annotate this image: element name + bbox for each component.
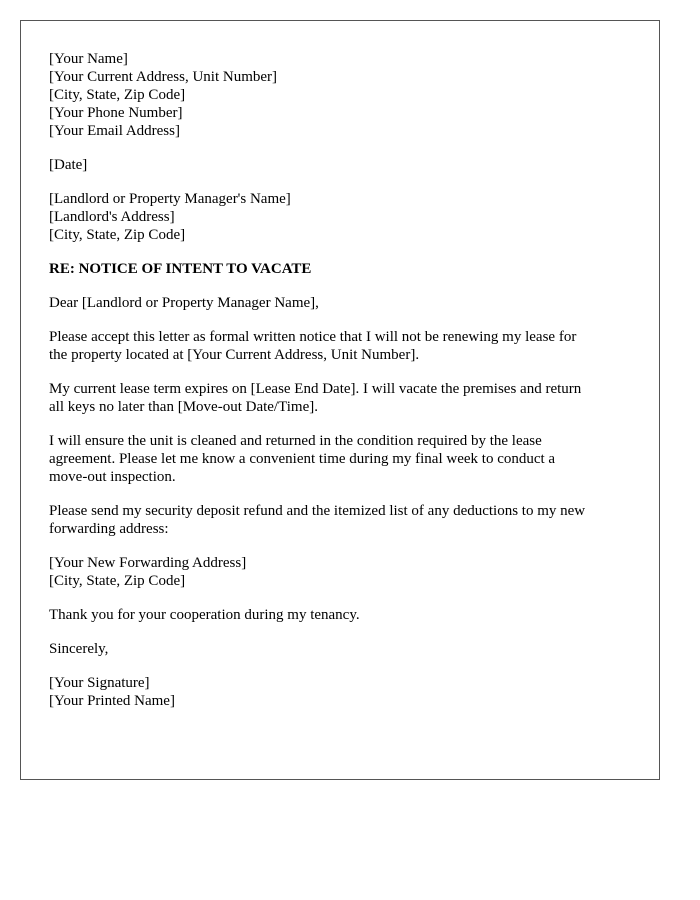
recipient-block [49, 190, 639, 244]
paragraph-line: My current lease term expires on [Lease End Date]. I will vacate the premises and return [49, 381, 582, 397]
recipient-name: [Landlord or Property Manager's Name] [49, 191, 291, 207]
letter-page [20, 20, 660, 780]
closing: Sincerely, [49, 641, 109, 657]
paragraph-notice [49, 328, 639, 364]
paragraph-line: move-out inspection. [49, 469, 176, 485]
recipient-address: [Landlord's Address] [49, 209, 175, 225]
subject-line: RE: NOTICE OF INTENT TO VACATE [49, 261, 312, 277]
paragraph-deposit [49, 502, 639, 538]
sender-address: [Your Current Address, Unit Number] [49, 69, 278, 85]
paragraph-line: forwarding address: [49, 521, 169, 537]
forwarding-address-block [49, 554, 639, 590]
printed-name: [Your Printed Name] [49, 693, 175, 709]
forwarding-city-state-zip: [City, State, Zip Code] [49, 573, 186, 589]
signature-line: [Your Signature] [49, 675, 150, 691]
forwarding-address: [Your New Forwarding Address] [49, 555, 247, 571]
paragraph-line: Please send my security deposit refund and the itemized list of any deductions to my new [49, 503, 586, 519]
paragraph-line: I will ensure the unit is cleaned and returned in the condition required by the lease [49, 433, 542, 449]
recipient-city-state-zip: [City, State, Zip Code] [49, 227, 186, 243]
letter-body [49, 50, 639, 726]
paragraph-condition [49, 432, 639, 486]
sender-name: [Your Name] [49, 51, 128, 67]
sender-phone: [Your Phone Number] [49, 105, 183, 121]
sender-city-state-zip: [City, State, Zip Code] [49, 87, 186, 103]
thanks-line: Thank you for your cooperation during my tenancy. [49, 607, 360, 623]
sender-email: [Your Email Address] [49, 123, 180, 139]
paragraph-line: agreement. Please let me know a convenient time during my final week to conduct a [49, 451, 556, 467]
paragraph-lease-term [49, 380, 639, 416]
date-block [49, 156, 639, 174]
paragraph-line: Please accept this letter as formal written notice that I will not be renewing my lease for [49, 329, 577, 345]
paragraph-line: all keys no later than [Move-out Date/Time]. [49, 399, 318, 415]
sender-block [49, 50, 639, 140]
paragraph-line: the property located at [Your Current Address, Unit Number]. [49, 347, 420, 363]
salutation: Dear [Landlord or Property Manager Name], [49, 295, 319, 311]
letter-date: [Date] [49, 157, 88, 173]
signature-block [49, 674, 639, 710]
